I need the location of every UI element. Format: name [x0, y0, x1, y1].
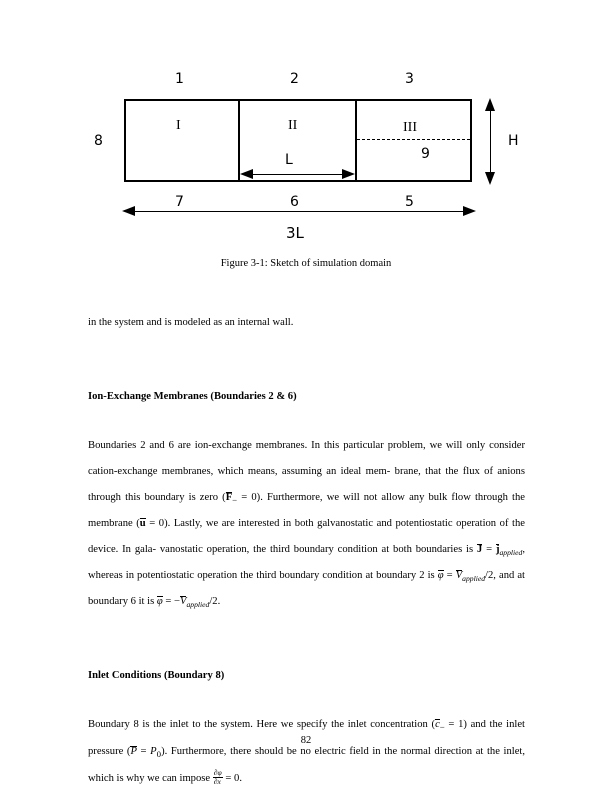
text-line-6: vanostatic operation, the third boundary condition at both boundaries is: [159, 544, 477, 556]
math-flux-equals: = 0). Furthermore,: [237, 491, 323, 503]
boundary-label-2: 2: [290, 71, 299, 87]
text-line-7: whereas in potentiostatic operation the third boundary condition at boundary 2 is: [88, 570, 435, 582]
simulation-domain-diagram: [0, 60, 612, 245]
figure-3-1: [0, 60, 612, 269]
math-potential-tail: /2.: [209, 596, 221, 608]
height-arrow-head-up: [485, 98, 495, 111]
region-label-II: II: [288, 118, 298, 133]
math-current-equals: =: [482, 544, 496, 556]
membrane-divider-right: [355, 99, 357, 182]
height-arrow-line: [490, 108, 491, 174]
inlet-text-line-1: Boundary 8 is the inlet to the system. Here we specify the inlet concentration (: [88, 719, 436, 731]
math-potential-mid: /2, and at boundary 6 it is: [88, 570, 525, 608]
domain-rectangle: [124, 99, 472, 182]
total-width-arrow-line: [130, 211, 470, 212]
paragraph-intro: in the system and is modeled as an internal wall.: [88, 317, 294, 328]
math-partial-denominator: ∂x: [213, 776, 221, 786]
spacer: [88, 336, 525, 390]
spacer: [88, 684, 525, 712]
math-voltage-subscript: applied: [462, 574, 486, 584]
internal-wall-dashed-line: [357, 139, 470, 140]
math-potential-equals-2: = −: [162, 596, 180, 608]
math-voltage-subscript-2: applied: [186, 600, 210, 610]
math-partial-derivative: [213, 769, 223, 786]
boundary-label-8: 8: [94, 133, 103, 149]
text-line-2: only consider cation-exchange membranes, which means, assuming an ideal mem-: [88, 439, 526, 477]
text-line-4: we will not allow any bulk flow through the membrane (: [88, 491, 525, 530]
height-label-H: H: [508, 133, 519, 149]
math-concentration-subscript: −: [439, 722, 445, 733]
text-line-1: Boundaries 2 and 6 are ion-exchange membranes. In this particular problem, we will: [88, 439, 463, 451]
math-potential-equals: =: [443, 570, 456, 582]
math-flux-subscript: −: [232, 494, 238, 505]
paragraph-membranes: [88, 433, 525, 615]
math-velocity-u: u: [139, 518, 146, 530]
heading-inlet-conditions: Inlet Conditions (Boundary 8): [88, 670, 225, 682]
boundary-label-7: 7: [175, 194, 184, 210]
height-arrow-head-down: [485, 172, 495, 185]
paragraph-inlet: [88, 712, 525, 791]
spacer: [88, 405, 525, 433]
boundary-label-6: 6: [290, 194, 299, 210]
figure-caption: Figure 3-1: Sketch of simulation domain: [220, 258, 392, 269]
total-width-arrow-head-left: [122, 206, 135, 216]
math-potential-phi: φ: [437, 570, 444, 582]
math-partial-numerator: ∂φ: [213, 767, 222, 777]
math-velocity-equals: = 0). Lastly, we are: [145, 518, 235, 530]
math-current-j: j: [495, 544, 500, 556]
math-current-tail: ,: [522, 544, 526, 556]
region-label-I: I: [176, 118, 181, 133]
boundary-label-3: 3: [405, 71, 414, 87]
total-width-label-3L: 3L: [286, 224, 304, 242]
heading-ion-exchange-membranes: Ion-Exchange Membranes (Boundaries 2 & 6): [88, 390, 297, 402]
total-width-arrow-head-right: [463, 206, 476, 216]
math-pressure-equals: =: [136, 745, 151, 757]
body-text: [88, 310, 525, 791]
math-pressure-P0-subscript: 0: [156, 748, 162, 759]
l-arrow-head-right: [342, 169, 355, 179]
math-current-subscript: applied: [499, 548, 523, 558]
inlet-text-line-3: normal direction at the inlet, which is why we can impose: [88, 745, 525, 784]
boundary-label-9: 9: [421, 146, 430, 162]
math-voltage-V: V: [455, 570, 463, 582]
spacer: [88, 615, 525, 669]
math-potential-phi-2: φ: [156, 596, 163, 608]
inlet-text-line-2: and the inlet pressure (: [88, 719, 525, 757]
math-current-J: J: [476, 544, 483, 556]
math-partial-tail: = 0.: [222, 772, 242, 784]
l-arrow-line: [245, 174, 349, 175]
math-voltage-V-2: V: [179, 596, 187, 608]
math-pressure-P: P: [130, 745, 137, 757]
math-concentration-equals: = 1): [444, 719, 467, 731]
boundary-label-1: 1: [175, 71, 184, 87]
math-pressure-P0: P: [150, 745, 157, 757]
math-concentration-c: c: [435, 719, 440, 731]
inner-width-label-L: L: [285, 152, 293, 168]
l-arrow-head-left: [240, 169, 253, 179]
region-label-III: III: [403, 120, 417, 135]
boundary-label-5: 5: [405, 194, 414, 210]
math-pressure-tail: ). Furthermore, there should be no electric field in the: [161, 745, 398, 757]
text-line-3: brane, that the flux of anions through this boundary is zero (: [88, 465, 525, 503]
text-line-5: interested in both galvanostatic and potentiostatic operation of the device. In gala-: [88, 518, 525, 556]
math-flux-F: F: [225, 491, 233, 503]
page-number: 82: [300, 735, 312, 746]
